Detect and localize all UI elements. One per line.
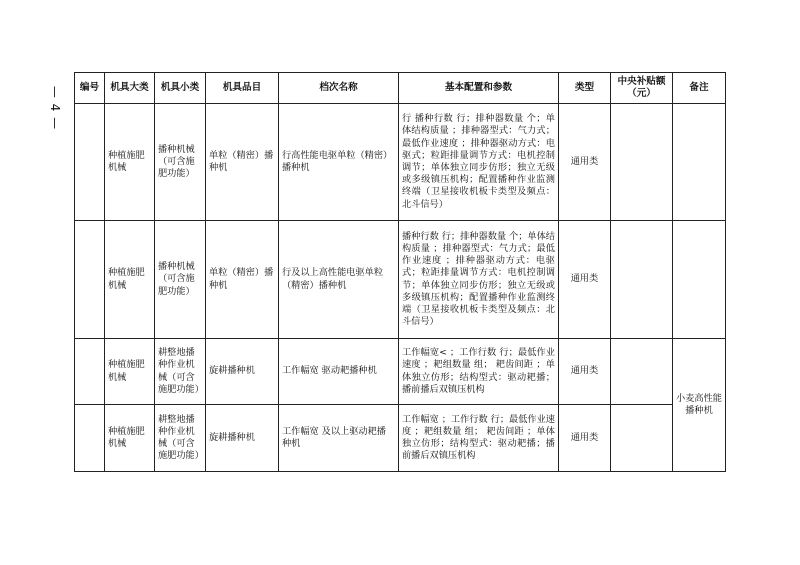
page-number-text: — 4 — bbox=[48, 85, 63, 131]
table-row bbox=[75, 339, 726, 405]
cell-config: 行 播种行数 行；排种器数量 个；单体结构质量 ；排种器型式：气力式；最低作业速度 ；排种器驱动方式：电驱式；粒距排量调节方式：电机控制调节；单体独立同步仿形；独立无级或多级镇压机构；配置播种作业监测终端（卫星接收机板卡类型及频点：北斗信号） bbox=[399, 104, 559, 221]
cell-grade: 行高性能电驱单粒（精密）播种机 bbox=[279, 104, 399, 221]
cell-subcategory: 耕整地播种作业机械（可含施肥功能） bbox=[155, 339, 206, 405]
subsidy-table bbox=[74, 72, 726, 472]
header-id: 编号 bbox=[75, 73, 105, 104]
cell-subsidy bbox=[611, 405, 673, 472]
cell-grade: 行及以上高性能电驱单粒（精密）播种机 bbox=[279, 221, 399, 339]
cell-subcategory: 播种机械（可含施肥功能） bbox=[155, 104, 206, 221]
header-grade: 档次名称 bbox=[279, 73, 399, 104]
cell-id bbox=[75, 339, 105, 405]
page-number bbox=[44, 78, 66, 138]
header-item: 机具品目 bbox=[206, 73, 279, 104]
cell-subsidy bbox=[611, 339, 673, 405]
header-subcategory: 机具小类 bbox=[155, 73, 206, 104]
cell-id bbox=[75, 104, 105, 221]
header-category: 机具大类 bbox=[105, 73, 155, 104]
cell-id bbox=[75, 221, 105, 339]
cell-category: 种植施肥机械 bbox=[105, 221, 155, 339]
cell-config: 工作幅宽 ；工作行数 行；最低作业速度 ；耙组数量 组； 耙齿间距 ；单体独立仿形；结构型式：驱动耙播；播前播后双镇压机构 bbox=[399, 405, 559, 472]
cell-grade: 工作幅宽 及以上驱动耙播种机 bbox=[279, 405, 399, 472]
cell-type: 通用类 bbox=[559, 104, 611, 221]
cell-subsidy bbox=[611, 221, 673, 339]
cell-type: 通用类 bbox=[559, 405, 611, 472]
cell-type: 通用类 bbox=[559, 221, 611, 339]
table-header-row bbox=[75, 73, 726, 104]
cell-config: 工作幅宽< ；工作行数 行；最低作业速度 ；耙组数量 组； 耙齿间距 ；单体独立仿形；结构型式：驱动耙播；播前播后双镇压机构 bbox=[399, 339, 559, 405]
cell-category: 种植施肥机械 bbox=[105, 405, 155, 472]
header-note: 备注 bbox=[673, 73, 726, 104]
table-row bbox=[75, 405, 726, 472]
cell-category: 种植施肥机械 bbox=[105, 104, 155, 221]
cell-grade: 工作幅宽 驱动耙播种机 bbox=[279, 339, 399, 405]
table-row bbox=[75, 221, 726, 339]
cell-item: 单粒（精密）播种机 bbox=[206, 221, 279, 339]
cell-subcategory: 播种机械（可含施肥功能） bbox=[155, 221, 206, 339]
cell-note-merged: 小麦高性能播种机 bbox=[673, 339, 726, 472]
cell-note bbox=[673, 221, 726, 339]
cell-item: 单粒（精密）播种机 bbox=[206, 104, 279, 221]
cell-type: 通用类 bbox=[559, 339, 611, 405]
table-row bbox=[75, 104, 726, 221]
cell-id bbox=[75, 405, 105, 472]
header-subsidy: 中央补贴额（元） bbox=[611, 73, 673, 104]
cell-item: 旋耕播种机 bbox=[206, 339, 279, 405]
cell-subsidy bbox=[611, 104, 673, 221]
cell-category: 种植施肥机械 bbox=[105, 339, 155, 405]
cell-note bbox=[673, 104, 726, 221]
cell-item: 旋耕播种机 bbox=[206, 405, 279, 472]
cell-subcategory: 耕整地播种作业机械（可含施肥功能） bbox=[155, 405, 206, 472]
header-type: 类型 bbox=[559, 73, 611, 104]
cell-config: 播种行数 行；排种器数量 个；单体结构质量 ；排种器型式：气力式；最低作业速度 ；排种器驱动方式：电驱式；粒距排量调节方式：电机控制调节；单体独立同步仿形；独立无级或多级镇压机构；配置播种作业监测终端（卫星接收机板卡类型及频点：北斗信号） bbox=[399, 221, 559, 339]
header-config: 基本配置和参数 bbox=[399, 73, 559, 104]
